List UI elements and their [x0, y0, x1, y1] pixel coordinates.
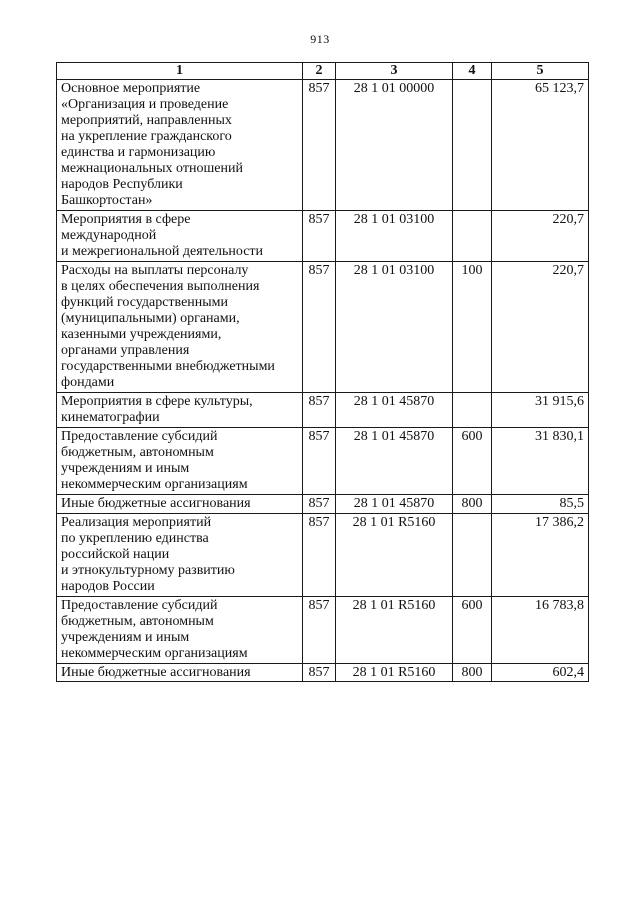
header-col-1: 1 — [57, 63, 303, 80]
row-grbs: 857 — [303, 80, 336, 211]
row-sum: 16 783,8 — [492, 597, 589, 664]
row-sum: 602,4 — [492, 664, 589, 682]
row-sum: 31 830,1 — [492, 428, 589, 495]
row-grbs: 857 — [303, 428, 336, 495]
row-vr — [453, 80, 492, 211]
row-vr: 600 — [453, 597, 492, 664]
table-row — [57, 393, 589, 428]
row-grbs: 857 — [303, 211, 336, 262]
header-col-2: 2 — [303, 63, 336, 80]
row-name: Расходы на выплаты персоналу в целях обеспечения выполнения функций государственными (муниципальными) органами, казенными учреждениями, органами управления государственными внебюджетными фондами — [57, 262, 303, 393]
row-grbs: 857 — [303, 495, 336, 514]
row-vr: 100 — [453, 262, 492, 393]
table-header — [57, 63, 589, 80]
row-sum: 65 123,7 — [492, 80, 589, 211]
table-row — [57, 514, 589, 597]
row-grbs: 857 — [303, 262, 336, 393]
row-vr — [453, 393, 492, 428]
header-col-3: 3 — [336, 63, 453, 80]
row-csr: 28 1 01 45870 — [336, 495, 453, 514]
header-col-4: 4 — [453, 63, 492, 80]
page-number: 913 — [310, 32, 330, 46]
table-row — [57, 211, 589, 262]
row-csr: 28 1 01 00000 — [336, 80, 453, 211]
row-sum: 85,5 — [492, 495, 589, 514]
row-csr: 28 1 01 45870 — [336, 428, 453, 495]
table-row — [57, 597, 589, 664]
row-csr: 28 1 01 45870 — [336, 393, 453, 428]
table-row — [57, 428, 589, 495]
row-name: Иные бюджетные ассигнования — [57, 664, 303, 682]
row-name: Мероприятия в сфере культуры, кинематографии — [57, 393, 303, 428]
row-grbs: 857 — [303, 514, 336, 597]
budget-table — [56, 62, 589, 682]
row-vr: 600 — [453, 428, 492, 495]
row-csr: 28 1 01 03100 — [336, 262, 453, 393]
table-body — [57, 80, 589, 682]
header-col-5: 5 — [492, 63, 589, 80]
table-row — [57, 80, 589, 211]
row-grbs: 857 — [303, 393, 336, 428]
row-sum: 220,7 — [492, 262, 589, 393]
table-row — [57, 262, 589, 393]
row-vr — [453, 514, 492, 597]
row-csr: 28 1 01 03100 — [336, 211, 453, 262]
row-csr: 28 1 01 R5160 — [336, 664, 453, 682]
row-vr: 800 — [453, 495, 492, 514]
row-csr: 28 1 01 R5160 — [336, 597, 453, 664]
row-name: Предоставление субсидий бюджетным, автономным учреждениям и иным некоммерческим организациям — [57, 597, 303, 664]
row-grbs: 857 — [303, 664, 336, 682]
row-name: Мероприятия в сфере международной и межрегиональной деятельности — [57, 211, 303, 262]
row-name: Реализация мероприятий по укреплению единства российской нации и этнокультурному развитию народов России — [57, 514, 303, 597]
table-row — [57, 664, 589, 682]
row-vr — [453, 211, 492, 262]
row-name: Иные бюджетные ассигнования — [57, 495, 303, 514]
table-row — [57, 495, 589, 514]
row-sum: 17 386,2 — [492, 514, 589, 597]
row-sum: 220,7 — [492, 211, 589, 262]
row-csr: 28 1 01 R5160 — [336, 514, 453, 597]
row-vr: 800 — [453, 664, 492, 682]
row-grbs: 857 — [303, 597, 336, 664]
row-name: Предоставление субсидий бюджетным, автономным учреждениям и иным некоммерческим организациям — [57, 428, 303, 495]
header-row — [57, 63, 589, 80]
row-name: Основное мероприятие «Организация и проведение мероприятий, направленных на укрепление гражданского единства и гармонизацию межнациональных отношений народов Республики Башкортостан» — [57, 80, 303, 211]
row-sum: 31 915,6 — [492, 393, 589, 428]
